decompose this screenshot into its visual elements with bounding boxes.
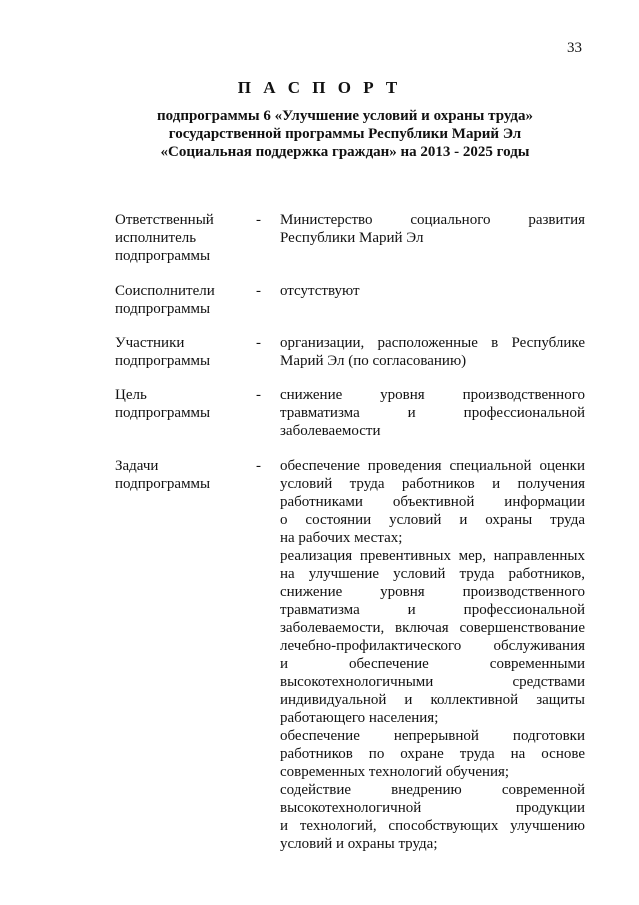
value-line: заболеваемости: [280, 423, 381, 439]
value-line: содействие внедрению современной: [280, 782, 585, 798]
value-line: высокотехнологичными средствами: [280, 674, 585, 690]
value-line: и обеспечение современными: [280, 656, 585, 672]
label-line: Задачи: [115, 458, 159, 474]
label-line: подпрограммы: [115, 353, 211, 369]
page-title: П А С П О Р Т: [237, 78, 402, 97]
row-label: [115, 457, 245, 493]
value-line: реализация превентивных мер, направленных: [280, 548, 585, 564]
value-line: лечебно-профилактического обслуживания: [280, 638, 585, 654]
value-line: отсутствуют: [280, 283, 360, 299]
label-line: подпрограммы: [115, 405, 211, 421]
value-line: травматизма и профессиональной: [280, 405, 585, 421]
value-line: современных технологий обучения;: [280, 764, 510, 780]
row-label: [115, 334, 245, 370]
label-line: подпрограммы: [115, 301, 211, 317]
dash-separator: -: [256, 458, 261, 474]
value-line: обеспечение непрерывной подготовки: [280, 728, 585, 744]
page-number: 33: [567, 40, 582, 56]
dash-separator: -: [256, 387, 261, 403]
value-line: индивидуальной и коллективной защиты: [280, 692, 585, 708]
value-line: на рабочих местах;: [280, 530, 403, 546]
value-line: и технологий, способствующих улучшению: [280, 818, 585, 834]
label-line: подпрограммы: [115, 248, 211, 264]
value-line: организации, расположенные в Республике: [280, 335, 585, 351]
label-line: подпрограммы: [115, 476, 211, 492]
value-line: работающего населения;: [280, 710, 439, 726]
value-line: Министерство социального развития: [280, 212, 585, 228]
value-line: о состоянии условий и охраны труда: [280, 512, 585, 528]
value-line: условий труда работников и получения: [280, 476, 585, 492]
dash-separator: -: [256, 283, 261, 299]
label-line: исполнитель: [115, 230, 197, 246]
value-line: условий и охраны труда;: [280, 836, 438, 852]
dash-separator: -: [256, 212, 261, 228]
value-line: снижение уровня производственного: [280, 387, 585, 403]
value-line: травматизма и профессиональной: [280, 602, 585, 618]
value-line: заболеваемости, включая совершенствование: [280, 620, 585, 636]
value-line: снижение уровня производственного: [280, 584, 585, 600]
label-line: Ответственный: [115, 212, 214, 228]
row-label: [115, 282, 245, 318]
value-line: Республики Марий Эл: [280, 230, 424, 246]
row-value: [280, 282, 585, 300]
value-line: работников по охране труда на основе: [280, 746, 585, 762]
label-line: Участники: [115, 335, 185, 351]
value-line: работниками объективной информации: [280, 494, 585, 510]
label-line: Цель: [115, 387, 147, 403]
value-line: обеспечение проведения специальной оценки: [280, 458, 585, 474]
row-value: [280, 457, 585, 853]
row-value: [280, 211, 585, 247]
subtitle-line: государственной программы Республики Марий Эл: [168, 126, 522, 142]
dash-separator: -: [256, 335, 261, 351]
subtitle-line: подпрограммы 6 «Улучшение условий и охраны труда»: [157, 108, 533, 124]
row-label: [115, 386, 245, 422]
row-value: [280, 334, 585, 370]
row-value: [280, 386, 585, 440]
value-line: на улучшение условий труда работников,: [280, 566, 585, 582]
value-line: высокотехнологичной продукции: [280, 800, 585, 816]
row-label: [115, 211, 245, 265]
value-line: Марий Эл (по согласованию): [280, 353, 467, 369]
subtitle-line: «Социальная поддержка граждан» на 2013 - 2025 годы: [160, 144, 530, 160]
subtitle: [0, 107, 639, 161]
label-line: Соисполнители: [115, 283, 215, 299]
